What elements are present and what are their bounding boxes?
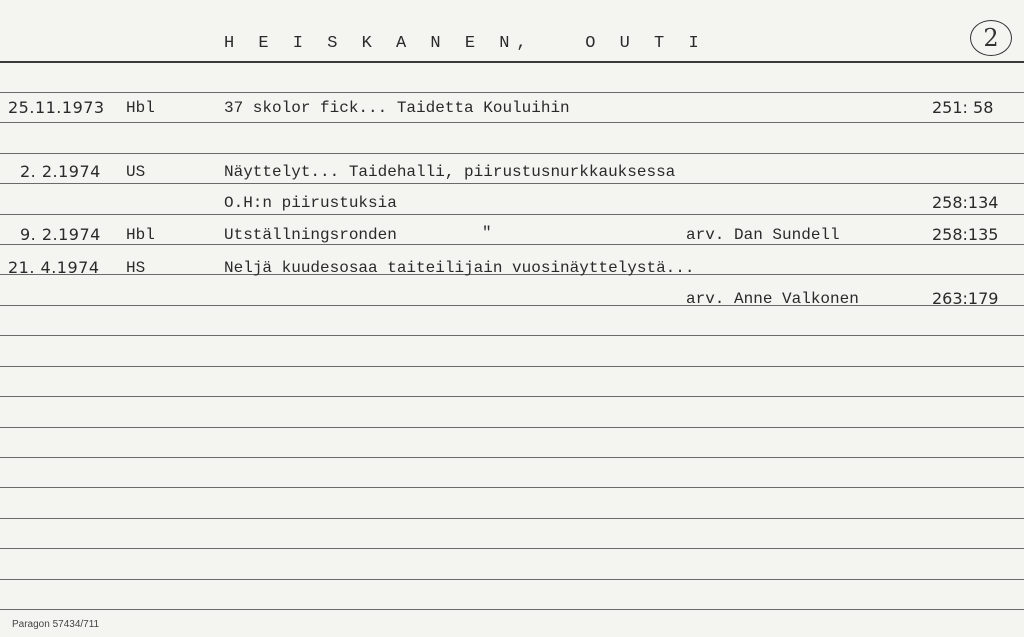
ruled-line bbox=[0, 457, 1024, 458]
card-title: H E I S K A N E N, O U T I bbox=[224, 34, 706, 53]
header-rule bbox=[0, 61, 1024, 63]
entry-date: 2. 2.1974 bbox=[20, 162, 101, 181]
card-footer: Paragon 57434/711 bbox=[12, 619, 100, 630]
entry-source: Hbl bbox=[126, 226, 155, 244]
ruled-line bbox=[0, 548, 1024, 549]
ruled-line bbox=[0, 153, 1024, 154]
ruled-line bbox=[0, 366, 1024, 367]
entry-note: arv. Anne Valkonen bbox=[686, 290, 859, 308]
entry-title: Neljä kuudesosaa taiteilijain vuosinäyttelystä... bbox=[224, 259, 695, 277]
entry-title: 37 skolor fick... Taidetta Kouluihin bbox=[224, 99, 570, 117]
entry-title: Utställningsronden bbox=[224, 226, 397, 244]
entry-ref: 258:134 bbox=[932, 193, 999, 212]
ruled-line bbox=[0, 518, 1024, 519]
entry-source: US bbox=[126, 163, 146, 181]
ruled-line bbox=[0, 214, 1024, 215]
ruled-line bbox=[0, 579, 1024, 580]
ruled-line bbox=[0, 396, 1024, 397]
ruled-line bbox=[0, 609, 1024, 610]
ruled-line bbox=[0, 335, 1024, 336]
entry-note: arv. Dan Sundell bbox=[686, 226, 840, 244]
entry-ref: 251: 58 bbox=[932, 98, 994, 117]
entry-title: Näyttelyt... Taidehalli, piirustusnurkkauksessa bbox=[224, 163, 676, 181]
ruled-line bbox=[0, 122, 1024, 123]
entry-source: Hbl bbox=[126, 99, 155, 117]
ruled-line bbox=[0, 427, 1024, 428]
ditto-mark: " bbox=[482, 224, 492, 242]
ruled-line bbox=[0, 487, 1024, 488]
entry-date: 21. 4.1974 bbox=[8, 258, 100, 277]
entry-ref: 258:135 bbox=[932, 225, 999, 244]
ruled-line bbox=[0, 305, 1024, 306]
ruled-line bbox=[0, 92, 1024, 93]
card-number-badge: 2 bbox=[970, 20, 1012, 56]
ruled-line bbox=[0, 244, 1024, 245]
entry-ref: 263:179 bbox=[932, 289, 999, 308]
ruled-line bbox=[0, 183, 1024, 184]
entry-title: O.H:n piirustuksia bbox=[224, 194, 397, 212]
entry-date: 9. 2.1974 bbox=[20, 225, 101, 244]
entry-source: HS bbox=[126, 259, 146, 277]
entry-date: 25.11.1973 bbox=[8, 98, 105, 117]
